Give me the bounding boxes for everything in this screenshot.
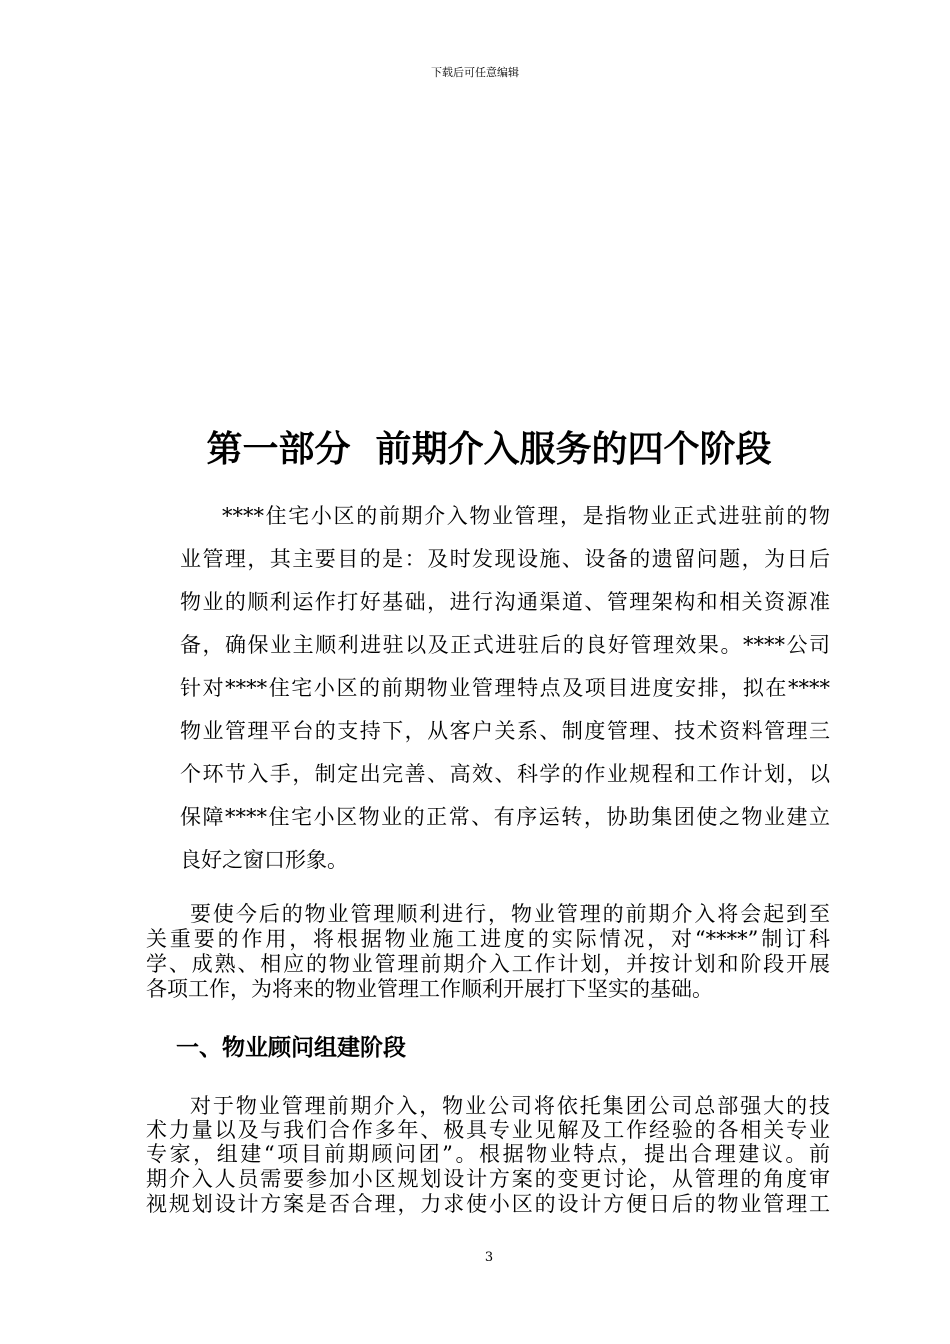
text-line: 保障****住宅小区物业的正常、有序运转，协助集团使之物业建立 bbox=[180, 805, 830, 829]
text-line: 物业管理平台的支持下，从客户关系、制度管理、技术资料管理三 bbox=[180, 719, 830, 743]
section-title: 第一部分 前期介入服务的四个阶段 bbox=[206, 429, 772, 470]
subsection-heading: 一、物业顾问组建阶段 bbox=[176, 1035, 406, 1061]
text-line: 业管理，其主要目的是：及时发现设施、设备的遗留问题，为日后 bbox=[180, 547, 830, 571]
page-header: 下载后可任意编辑 bbox=[431, 66, 519, 79]
text-line: 关重要的作用，将根据物业施工进度的实际情况，对“****”制订科 bbox=[146, 927, 830, 951]
text-line: 物业的顺利运作打好基础，进行沟通渠道、管理架构和相关资源准 bbox=[180, 590, 830, 614]
text-line: 专家，组建“项目前期顾问团”。根据物业特点，提出合理建议。前 bbox=[146, 1142, 830, 1166]
text-line: 要使今后的物业管理顺利进行，物业管理的前期介入将会起到至 bbox=[190, 902, 830, 926]
text-line: 视规划设计方案是否合理，力求使小区的设计方便日后的物业管理工 bbox=[146, 1192, 830, 1216]
text-line: 术力量以及与我们合作多年、极具专业见解及工作经验的各相关专业 bbox=[146, 1118, 830, 1142]
text-line: ****住宅小区的前期介入物业管理，是指物业正式进驻前的物 bbox=[222, 504, 830, 528]
text-line: 针对****住宅小区的前期物业管理特点及项目进度安排，拟在**** bbox=[180, 676, 830, 700]
text-line: 期介入人员需要参加小区规划设计方案的变更讨论，从管理的角度审 bbox=[146, 1167, 830, 1191]
text-line: 个环节入手，制定出完善、高效、科学的作业规程和工作计划，以 bbox=[180, 762, 830, 786]
text-line: 各项工作，为将来的物业管理工作顺利开展打下坚实的基础。 bbox=[146, 977, 713, 1001]
text-line: 对于物业管理前期介入，物业公司将依托集团公司总部强大的技 bbox=[190, 1094, 830, 1118]
text-line: 良好之窗口形象。 bbox=[180, 848, 348, 872]
text-line: 备，确保业主顺利进驻以及正式进驻后的良好管理效果。****公司 bbox=[180, 633, 830, 657]
page-number: 3 bbox=[484, 1250, 494, 1265]
text-line: 学、成熟、相应的物业管理前期介入工作计划，并按计划和阶段开展 bbox=[146, 952, 830, 976]
